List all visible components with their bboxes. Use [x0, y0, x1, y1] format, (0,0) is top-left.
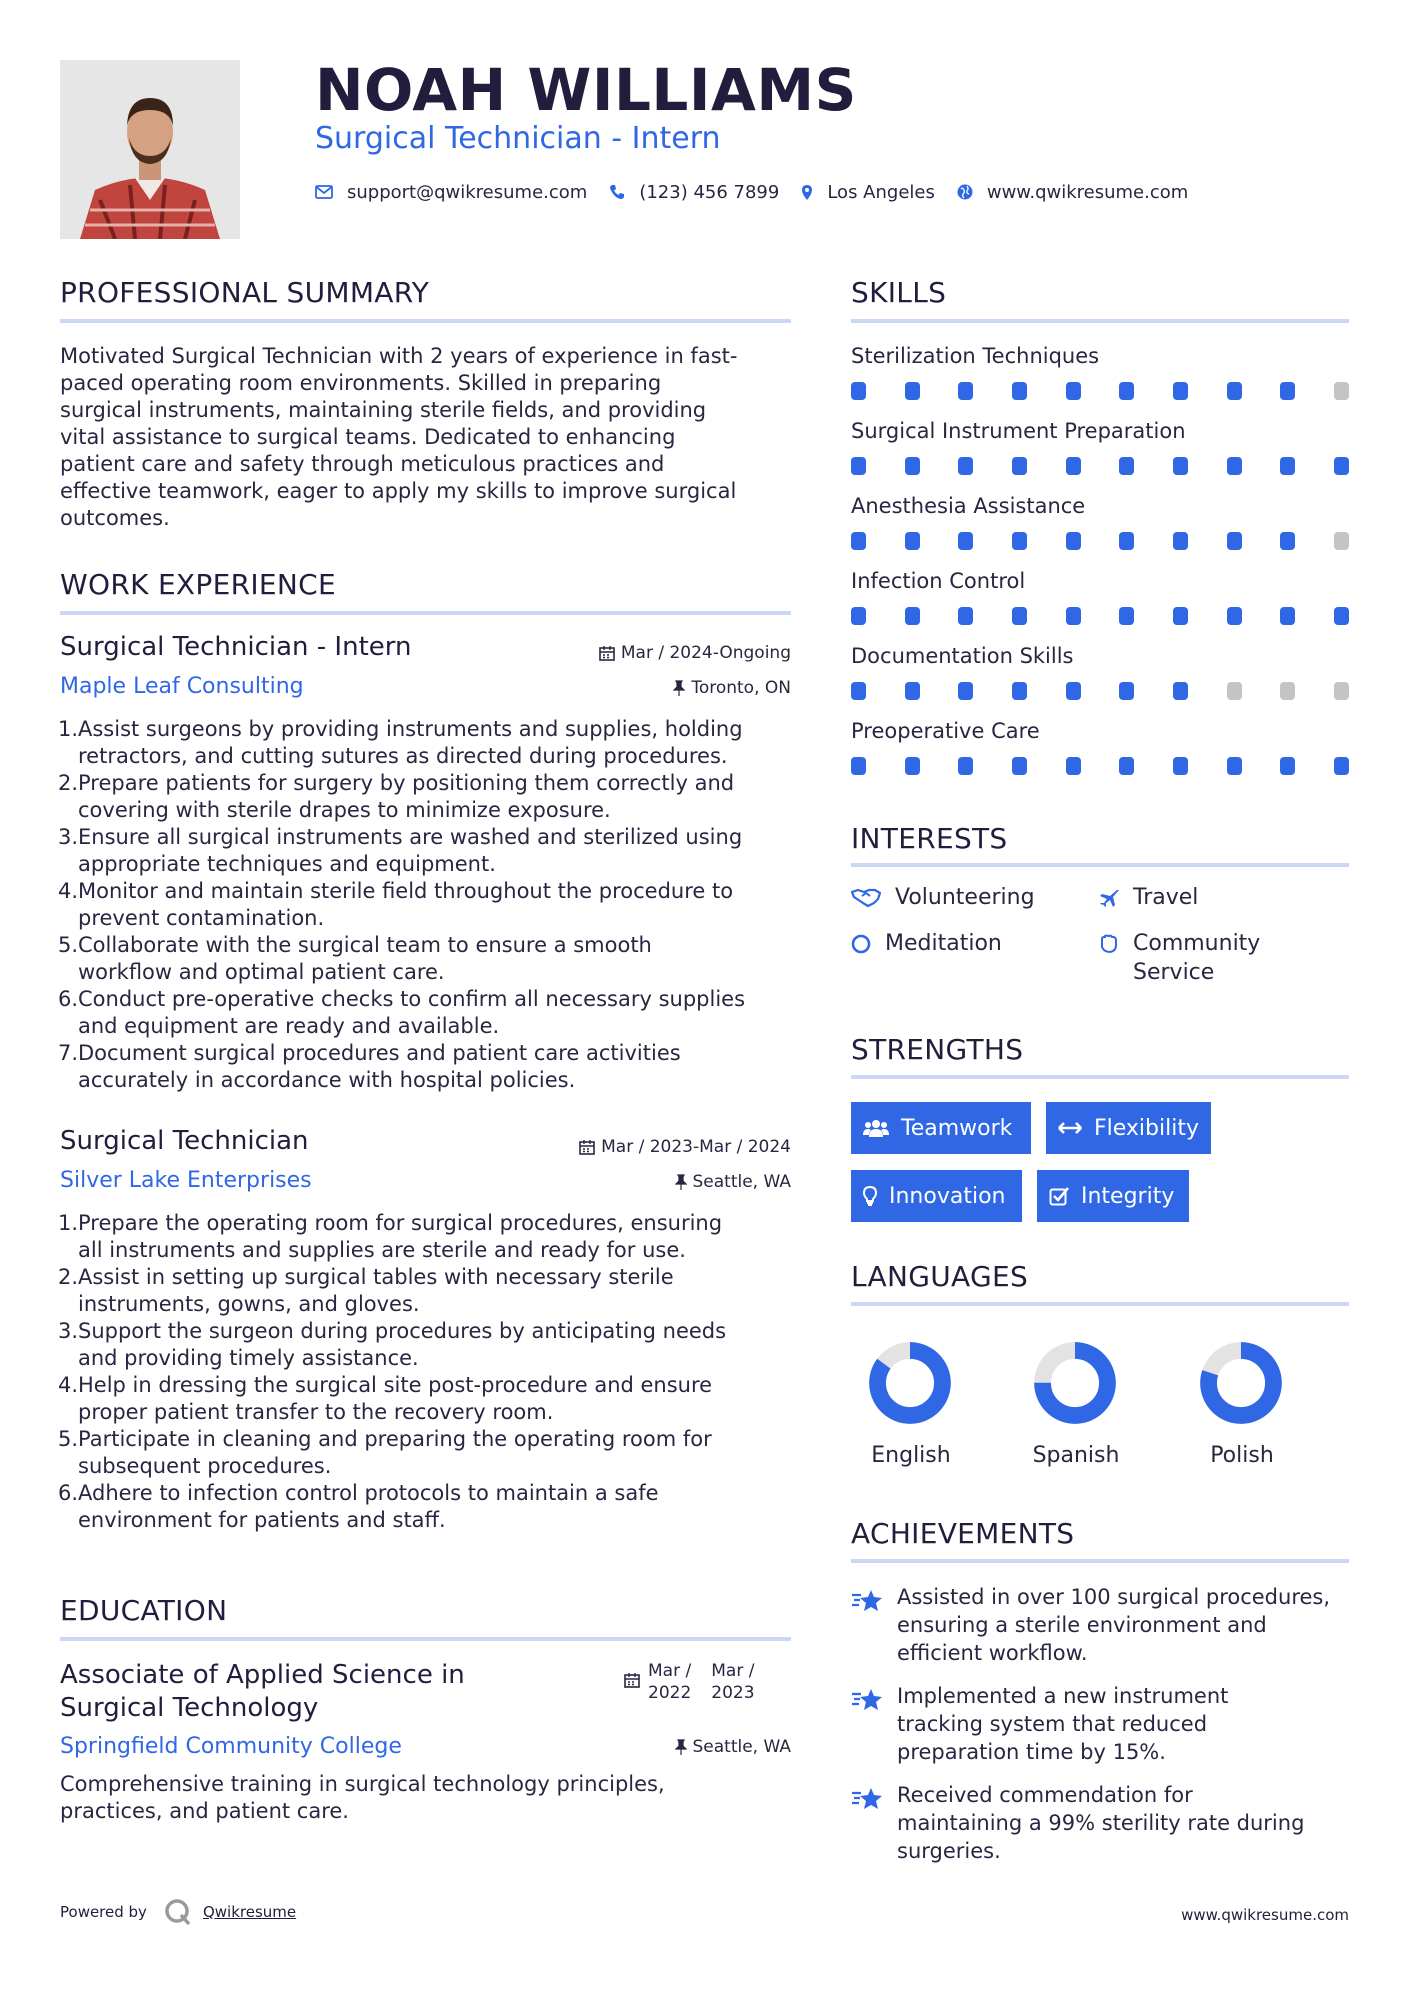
hand-icon — [1099, 934, 1119, 954]
summary-line: effective teamwork, eager to apply my skills to improve surgical — [60, 479, 737, 503]
interest-label: Volunteering — [895, 885, 1035, 910]
duty-item — [60, 986, 800, 1040]
phone-text: (123) 456 7899 — [639, 181, 780, 203]
skill-dot-filled — [905, 532, 920, 550]
duty-number: 3. — [58, 825, 79, 849]
calendar-icon — [599, 645, 615, 661]
strength-label: Integrity — [1081, 1183, 1175, 1209]
education-end-line: 2023 — [711, 1683, 755, 1703]
duty-item — [60, 1210, 800, 1264]
calendar-icon — [579, 1139, 595, 1155]
duty-item — [60, 770, 800, 824]
skill-dot-filled — [958, 532, 973, 550]
language-label-spanish: Spanish — [1032, 1443, 1120, 1468]
handshake-icon — [851, 888, 881, 908]
shooting-star-icon — [851, 1588, 885, 1612]
duty-line: prevent contamination. — [78, 906, 325, 930]
education-description — [60, 1771, 800, 1825]
education-end-line: Mar / — [711, 1661, 755, 1681]
skill-dot-filled — [905, 457, 920, 475]
skill-dot-empty — [1227, 682, 1242, 700]
skill-dot-filled — [905, 682, 920, 700]
location-text: Los Angeles — [827, 181, 935, 203]
interests-heading: INTERESTS — [851, 822, 1008, 855]
education-description-line: Comprehensive training in surgical technology principles, — [60, 1772, 665, 1796]
pushpin-icon — [675, 1739, 687, 1755]
languages-heading: LANGUAGES — [851, 1260, 1029, 1293]
duty-line: Monitor and maintain sterile field throughout the procedure to — [78, 879, 734, 903]
duty-line: Prepare the operating room for surgical procedures, ensuring — [78, 1211, 723, 1235]
job-2-dates — [579, 1137, 791, 1157]
achievements-heading: ACHIEVEMENTS — [851, 1517, 1075, 1550]
skill-dot-filled — [905, 382, 920, 400]
duty-item — [60, 1040, 800, 1094]
skill-dot-filled — [1012, 457, 1027, 475]
skill-name: Documentation Skills — [851, 644, 1074, 668]
check-square-icon — [1049, 1186, 1069, 1206]
skill-dot-filled — [1280, 607, 1295, 625]
arrows-horizontal-icon — [1058, 1121, 1082, 1135]
duty-line: Support the surgeon during procedures by anticipating needs — [78, 1319, 727, 1343]
skill-dot-filled — [1066, 607, 1081, 625]
skill-dot-filled — [1173, 457, 1188, 475]
duty-number: 2. — [58, 1265, 79, 1289]
skill-dot-filled — [1119, 457, 1134, 475]
skill-dot-filled — [1227, 382, 1242, 400]
duty-number: 1. — [58, 717, 79, 741]
skill-dot-filled — [1066, 682, 1081, 700]
duty-line: Adhere to infection control protocols to maintain a safe — [78, 1481, 659, 1505]
interests-rule — [851, 863, 1349, 867]
skills-rule — [851, 319, 1349, 323]
skill-dot-filled — [1119, 607, 1134, 625]
duty-number: 4. — [58, 1373, 79, 1397]
strength-label: Innovation — [889, 1183, 1006, 1209]
skill-dot-filled — [958, 607, 973, 625]
duty-line: appropriate techniques and equipment. — [78, 852, 496, 876]
duty-line: all instruments and supplies are sterile and ready for use. — [78, 1238, 686, 1262]
pushpin-icon — [675, 1174, 687, 1190]
skill-dot-filled — [905, 757, 920, 775]
contact-bar — [315, 180, 1210, 204]
skill-dot-filled — [1334, 607, 1349, 625]
achievement-line: tracking system that reduced — [897, 1712, 1208, 1736]
duty-line: accurately in accordance with hospital policies. — [78, 1068, 576, 1092]
duty-number: 5. — [58, 933, 79, 957]
duty-number: 1. — [58, 1211, 79, 1235]
education-location — [675, 1737, 792, 1757]
job-1-dates-text: Mar / 2024-Ongoing — [620, 643, 791, 663]
duty-item — [60, 1480, 800, 1534]
skill-dot-filled — [1173, 607, 1188, 625]
job-2-dates-text: Mar / 2023-Mar / 2024 — [601, 1137, 791, 1157]
skill-name: Anesthesia Assistance — [851, 494, 1086, 518]
duty-item — [60, 1426, 800, 1480]
skill-dot-filled — [1280, 757, 1295, 775]
powered-by-text: Powered by — [60, 1903, 147, 1921]
skill-dot-filled — [1173, 532, 1188, 550]
email-text: support@qwikresume.com — [347, 181, 588, 203]
interest-travel — [1099, 883, 1198, 912]
education-start-line: Mar / — [648, 1661, 692, 1681]
skill-dot-filled — [851, 457, 866, 475]
achievements-rule — [851, 1559, 1349, 1563]
phone-icon — [609, 184, 625, 200]
envelope-icon — [315, 185, 333, 199]
skill-dot-filled — [1227, 757, 1242, 775]
languages-rule — [851, 1302, 1349, 1306]
strength-integrity — [1037, 1170, 1189, 1222]
users-icon — [863, 1118, 889, 1138]
duty-line: Participate in cleaning and preparing the operating room for — [78, 1427, 712, 1451]
strengths-heading: STRENGTHS — [851, 1033, 1024, 1066]
lightbulb-icon — [863, 1186, 877, 1206]
skill-name: Sterilization Techniques — [851, 344, 1100, 368]
achievement-line: preparation time by 15%. — [897, 1740, 1166, 1764]
interest-label: Travel — [1133, 885, 1199, 910]
education-heading: EDUCATION — [60, 1594, 228, 1627]
duty-number: 3. — [58, 1319, 79, 1343]
duty-line: Conduct pre-operative checks to confirm all necessary supplies — [78, 987, 746, 1011]
skill-dot-filled — [1012, 532, 1027, 550]
job-2-location — [675, 1172, 792, 1192]
job-2-company: Silver Lake Enterprises — [60, 1168, 312, 1193]
education-start — [648, 1660, 691, 1704]
skill-dot-filled — [1066, 757, 1081, 775]
duty-item — [60, 716, 800, 770]
achievement-line: Implemented a new instrument — [897, 1684, 1229, 1708]
strength-teamwork — [851, 1102, 1031, 1154]
qwikresume-logo-icon — [163, 1897, 193, 1927]
achievement-line: maintaining a 99% sterility rate during — [897, 1811, 1305, 1835]
duty-line: covering with sterile drapes to minimize exposure. — [78, 798, 611, 822]
pushpin-icon — [673, 680, 685, 696]
education-description-line: practices, and patient care. — [60, 1799, 349, 1823]
skill-rating — [851, 682, 1349, 700]
shooting-star-icon — [851, 1786, 885, 1810]
skill-dot-filled — [1334, 757, 1349, 775]
job-1-title: Surgical Technician - Intern — [60, 632, 412, 662]
skill-dot-filled — [1173, 682, 1188, 700]
achievement-item — [851, 1682, 1361, 1766]
skill-dot-empty — [1334, 382, 1349, 400]
skill-name: Infection Control — [851, 569, 1026, 593]
experience-rule — [60, 611, 791, 615]
skill-dot-filled — [905, 607, 920, 625]
duty-line: Assist surgeons by providing instruments and supplies, holding — [78, 717, 743, 741]
duty-item — [60, 878, 800, 932]
footer-brand-link[interactable]: Qwikresume — [202, 1903, 297, 1921]
education-end — [711, 1660, 754, 1704]
calendar-icon — [624, 1672, 640, 1688]
language-label-polish: Polish — [1210, 1443, 1274, 1468]
contact-phone[interactable] — [609, 182, 779, 203]
strength-label: Flexibility — [1094, 1115, 1199, 1141]
duty-item — [60, 1264, 800, 1318]
achievement-line: efficient workflow. — [897, 1641, 1088, 1665]
footer-powered-by — [60, 1897, 296, 1927]
summary-line: outcomes. — [60, 506, 170, 530]
language-donut-spanish — [1015, 1333, 1135, 1433]
skill-dot-filled — [958, 757, 973, 775]
skill-dot-filled — [851, 682, 866, 700]
duty-line: and providing timely assistance. — [78, 1346, 419, 1370]
strength-label: Teamwork — [901, 1115, 1013, 1141]
summary-heading: PROFESSIONAL SUMMARY — [60, 276, 430, 309]
candidate-name: NOAH WILLIAMS — [315, 56, 857, 124]
duty-line: retractors, and cutting sutures as directed during procedures. — [78, 744, 728, 768]
job-1-location-text: Toronto, ON — [691, 678, 791, 698]
skill-rating — [851, 532, 1349, 550]
skill-dot-filled — [1280, 457, 1295, 475]
interest-label — [1133, 929, 1260, 987]
skill-rating — [851, 757, 1349, 775]
achievement-line: Assisted in over 100 surgical procedures, — [897, 1585, 1331, 1609]
duty-line: environment for patients and staff. — [78, 1508, 446, 1532]
skill-dot-filled — [1066, 532, 1081, 550]
skill-dot-filled — [1012, 757, 1027, 775]
skill-rating — [851, 382, 1349, 400]
duty-line: subsequent procedures. — [78, 1454, 332, 1478]
degree-line: Surgical Technology — [60, 1693, 319, 1723]
job-2-duties — [60, 1210, 800, 1534]
duty-line: instruments, gowns, and gloves. — [78, 1292, 420, 1316]
job-2-title: Surgical Technician — [60, 1126, 309, 1156]
contact-location — [801, 182, 935, 203]
education-location-text: Seattle, WA — [692, 1737, 791, 1757]
education-start-line: 2022 — [648, 1683, 692, 1703]
skill-dot-filled — [1280, 532, 1295, 550]
profile-photo — [60, 60, 240, 239]
job-2-location-text: Seattle, WA — [692, 1172, 791, 1192]
duty-item — [60, 932, 800, 986]
achievement-line: ensuring a sterile environment and — [897, 1613, 1267, 1637]
skill-dot-filled — [1119, 757, 1134, 775]
achievement-text — [897, 1682, 1228, 1766]
plane-icon — [1099, 888, 1119, 908]
summary-line: Motivated Surgical Technician with 2 years of experience in fast- — [60, 344, 738, 368]
skill-dot-filled — [1066, 382, 1081, 400]
map-pin-icon — [801, 184, 813, 201]
duty-item — [60, 824, 800, 878]
skill-dot-empty — [1334, 532, 1349, 550]
language-donut-polish — [1181, 1333, 1301, 1433]
skill-dot-filled — [1119, 682, 1134, 700]
skill-dot-filled — [1227, 607, 1242, 625]
achievement-text — [897, 1583, 1330, 1667]
degree-title — [60, 1659, 465, 1725]
strength-innovation — [851, 1170, 1022, 1222]
footer-website[interactable]: www.qwikresume.com — [1181, 1906, 1349, 1924]
summary-text — [60, 343, 800, 532]
duty-line: Help in dressing the surgical site post-procedure and ensure — [78, 1373, 713, 1397]
skill-dot-filled — [851, 607, 866, 625]
skill-dot-filled — [1227, 457, 1242, 475]
duty-line: Prepare patients for surgery by positioning them correctly and — [78, 771, 735, 795]
job-title-headline: Surgical Technician - Intern — [315, 121, 721, 156]
interest-label-line: Community — [1133, 931, 1261, 956]
duty-line: Ensure all surgical instruments are washed and sterilized using — [78, 825, 743, 849]
duty-line: and equipment are ready and available. — [78, 1014, 500, 1038]
interest-meditation — [851, 929, 1002, 958]
summary-line: surgical instruments, maintaining sterile fields, and providing — [60, 398, 707, 422]
achievement-line: surgeries. — [897, 1839, 1001, 1863]
duty-line: Collaborate with the surgical team to ensure a smooth — [78, 933, 652, 957]
duty-number: 2. — [58, 771, 79, 795]
summary-line: patient care and safety through meticulous practices and — [60, 452, 665, 476]
skill-dot-filled — [1334, 457, 1349, 475]
achievement-item — [851, 1583, 1361, 1667]
interest-community-service — [1099, 929, 1260, 987]
interest-label-line: Service — [1133, 960, 1215, 985]
achievement-text — [897, 1781, 1304, 1865]
skill-dot-filled — [1227, 532, 1242, 550]
job-1-duties — [60, 716, 800, 1094]
duty-number: 7. — [58, 1041, 79, 1065]
interest-volunteering — [851, 883, 1035, 912]
shooting-star-icon — [851, 1687, 885, 1711]
duty-line: Assist in setting up surgical tables with necessary sterile — [78, 1265, 674, 1289]
skill-dot-filled — [1173, 382, 1188, 400]
skill-dot-filled — [1119, 382, 1134, 400]
summary-line: paced operating room environments. Skilled in preparing — [60, 371, 662, 395]
interest-label: Meditation — [885, 931, 1002, 956]
skill-dot-filled — [1012, 607, 1027, 625]
skill-dot-filled — [1173, 757, 1188, 775]
skill-dot-filled — [958, 382, 973, 400]
skill-rating — [851, 457, 1349, 475]
school-name: Springfield Community College — [60, 1734, 402, 1759]
skill-dot-filled — [1119, 532, 1134, 550]
skill-dot-filled — [851, 382, 866, 400]
job-1-dates — [599, 643, 791, 663]
circle-icon — [851, 934, 871, 954]
job-1-company: Maple Leaf Consulting — [60, 674, 304, 699]
degree-line: Associate of Applied Science in — [60, 1660, 465, 1690]
contact-website[interactable] — [957, 182, 1188, 203]
skill-dot-filled — [1280, 382, 1295, 400]
globe-icon — [957, 184, 973, 200]
duty-line: proper patient transfer to the recovery room. — [78, 1400, 554, 1424]
duty-line: Document surgical procedures and patient care activities — [78, 1041, 681, 1065]
skills-heading: SKILLS — [851, 276, 947, 309]
skill-name: Preoperative Care — [851, 719, 1040, 743]
duty-number: 4. — [58, 879, 79, 903]
skill-dot-filled — [1066, 457, 1081, 475]
contact-email[interactable] — [315, 182, 587, 203]
education-rule — [60, 1637, 791, 1641]
language-donut-english — [850, 1333, 970, 1433]
duty-number: 6. — [58, 987, 79, 1011]
strength-flexibility — [1046, 1102, 1211, 1154]
skill-dot-filled — [1012, 682, 1027, 700]
experience-heading: WORK EXPERIENCE — [60, 568, 336, 601]
skill-dot-empty — [1334, 682, 1349, 700]
job-1-location — [673, 678, 791, 698]
skill-dot-filled — [1012, 382, 1027, 400]
duty-number: 5. — [58, 1427, 79, 1451]
website-text: www.qwikresume.com — [986, 181, 1189, 203]
duty-number: 6. — [58, 1481, 79, 1505]
achievement-item — [851, 1781, 1361, 1865]
duty-item — [60, 1372, 800, 1426]
summary-line: vital assistance to surgical teams. Dedicated to enhancing — [60, 425, 676, 449]
duty-line: workflow and optimal patient care. — [78, 960, 445, 984]
skill-dot-filled — [851, 757, 866, 775]
skill-rating — [851, 607, 1349, 625]
skill-name: Surgical Instrument Preparation — [851, 419, 1186, 443]
summary-rule — [60, 319, 791, 323]
achievement-line: Received commendation for — [897, 1783, 1193, 1807]
skill-dot-filled — [851, 532, 866, 550]
skill-dot-empty — [1280, 682, 1295, 700]
duty-item — [60, 1318, 800, 1372]
skill-dot-filled — [958, 457, 973, 475]
skill-dot-filled — [958, 682, 973, 700]
language-label-english: English — [871, 1443, 951, 1468]
education-dates — [624, 1660, 755, 1704]
strengths-rule — [851, 1075, 1349, 1079]
